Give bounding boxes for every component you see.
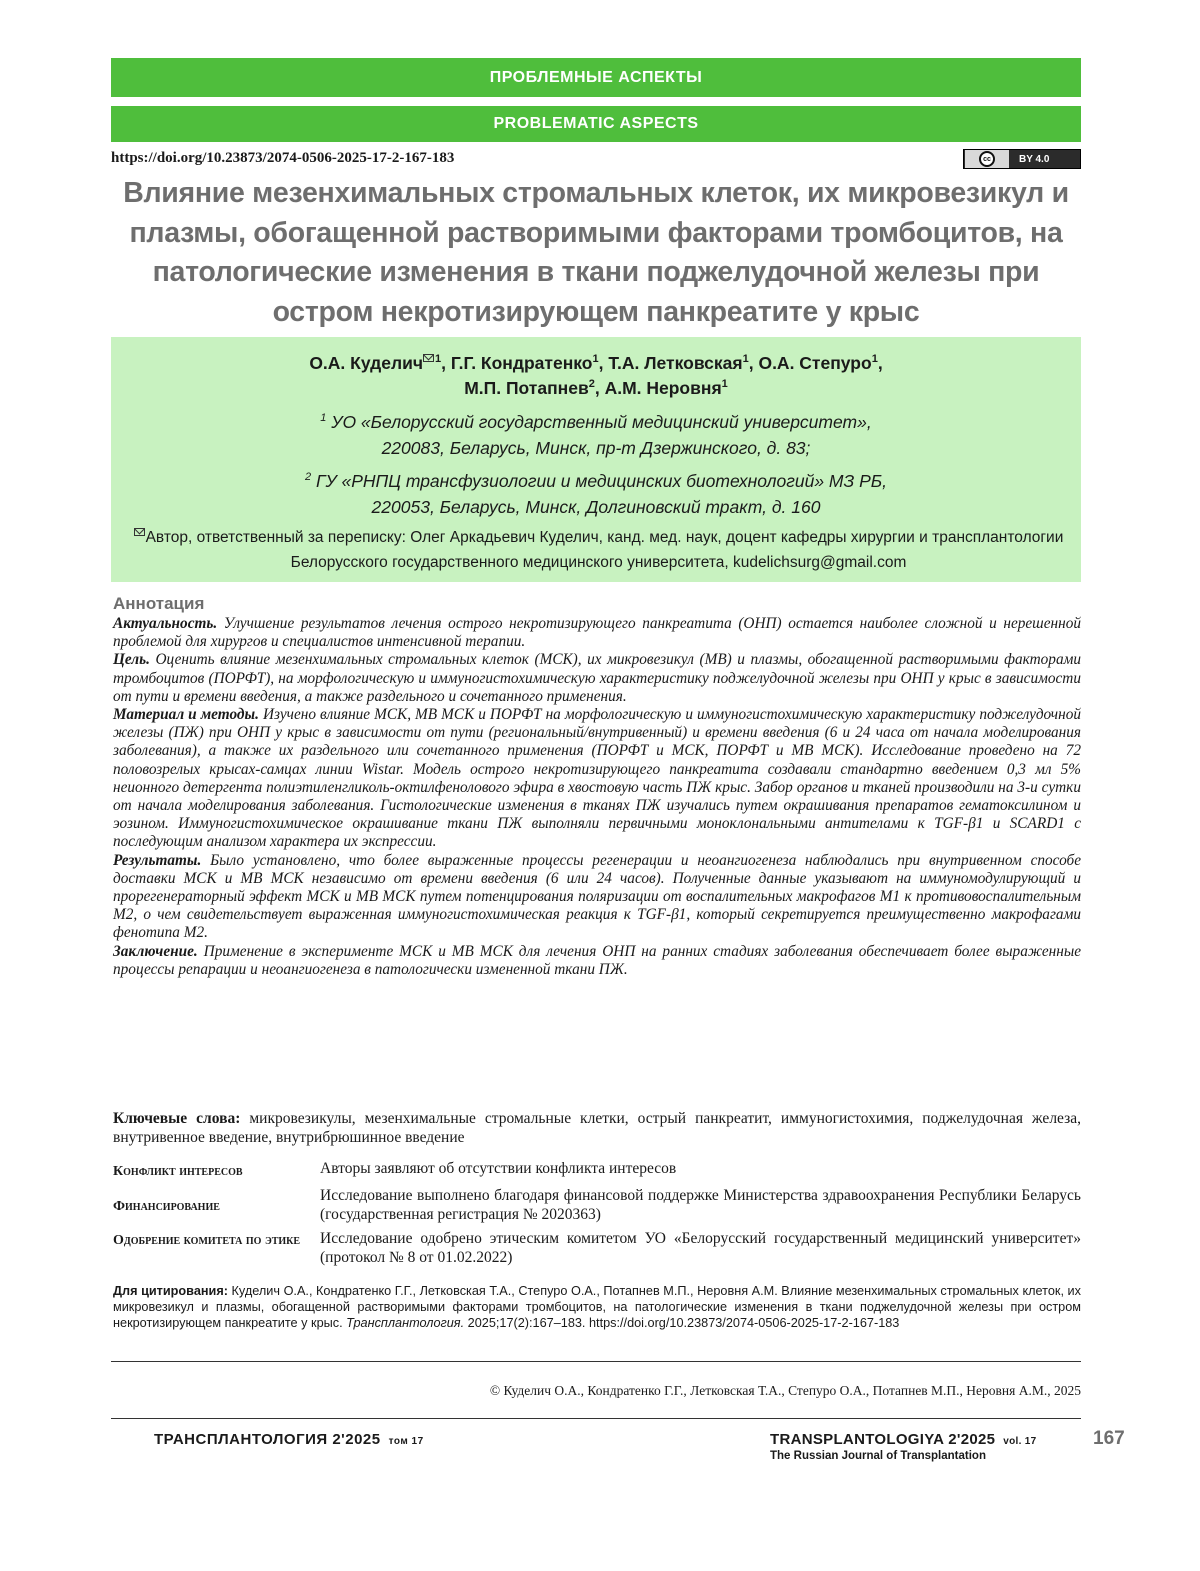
footer-volume: vol. 17 <box>1003 1436 1037 1447</box>
cc-logo <box>965 150 1009 168</box>
funding-label: Финансирование <box>113 1199 220 1214</box>
abstract-text: Применение в эксперименте МСК и МВ МСК для лечения ОНП на ранних стадиях заболевания обеспечивает более выраженные процессы репарации и неоангиогенеза в патологически измененной ткани ПЖ. <box>113 942 1081 978</box>
abstract-text: Изучено влияние МСК, МВ МСК и ПОРФТ на морфологическую и иммуногистохимическую характеристику поджелудочной железы (ПЖ) при ОНП у крыс в зависимости от пути (региональный/внутривенный) и времени введения (6 и 24 часа от начала моделирования заболевания), а также их раздельного или сочетанного применения (ПОРФТ и МСК, ПОРФТ и МВ МСК). Исследование проведено на 72 половозрелых крысах-самцах линии Wistar. Модель острого некротизирующего панкреатита создавали стандартно введением 0,3 мл 5% неионного детергента полиэтиленгликоль-октилфенолового эфира в хвостовую часть ПЖ крыс. Забор органов и тканей производили на 3-и сутки от начала моделирования заболевания. Гистологические изменения в тканях ПЖ изучались путем окрашивания препаратов гематоксилином и эозином. Иммуногистохимическое окрашивание ткани ПЖ выполняли первичными моноклональными антителами к TGF-β1 и SCARD1 с последующим анализом характера их экспрессии. <box>113 706 1081 851</box>
copyright: © Куделич О.А., Кондратенко Г.Г., Летковская Т.А., Степуро О.А., Потапнев М.П., Неровня А.М., 2025 <box>489 1383 1081 1398</box>
affiliation-line: УО «Белорусский государственный медицинский университет», <box>326 412 872 432</box>
footer-title: TRANSPLANTOLOGIYA 2'2025 <box>770 1431 996 1448</box>
abstract-aim <box>113 651 1081 706</box>
ethics-label: Одобрение комитета по этике <box>113 1233 301 1248</box>
abstract-text: Улучшение результатов лечения острого некротизирующего панкреатита (ОНП) остается наиболее сложной и нерешенной проблемой для хирургов и специалистов интенсивной терапии. <box>113 615 1081 651</box>
footer-journal-en <box>770 1431 1037 1448</box>
conflict-label: Конфликт интересов <box>113 1164 243 1179</box>
affiliation-mark: 1 <box>435 353 442 366</box>
footer-title: ТРАНСПЛАНТОЛОГИЯ 2'2025 <box>154 1431 381 1448</box>
abstract-methods <box>113 706 1081 852</box>
article-title: Влияние мезенхимальных стромальных клеток, их микровезикул и плазмы, обогащенной растворимыми факторами тромбоцитов, на патологические изменения в ткани поджелудочной железы при остром некротизирующем панкреатите у крыс <box>123 177 1069 328</box>
divider <box>111 1418 1081 1419</box>
affiliation-mark: 1 <box>592 353 599 366</box>
author-list <box>111 351 1081 401</box>
affiliation-number: 1 <box>320 412 327 425</box>
correspondence-text: Автор, ответственный за переписку: Олег Аркадьевич Куделич, канд. мед. наук, доцент кафедры хирургии и трансплантологии Белорусского государственного медицинского университета, kudelichsurg@gmail.com <box>145 529 1064 571</box>
affiliation-line: 220053, Беларусь, Минск, Долгиновский тракт, д. 160 <box>371 497 821 517</box>
section-label-en: PROBLEMATIC ASPECTS <box>493 115 699 132</box>
doi-row <box>111 149 1081 171</box>
conflict-text: Авторы заявляют об отсутствии конфликта интересов <box>320 1160 677 1177</box>
ethics-text: Исследование одобрено этическим комитетом УО «Белорусский государственный медицинский университет» (протокол № 8 от 01.02.2022) <box>320 1230 1081 1266</box>
doi-link[interactable]: https://doi.org/10.23873/2074-0506-2025-17-2-167-183 <box>111 150 455 166</box>
cc-icon: cc <box>979 151 995 167</box>
abstract-label: Материал и методы. <box>113 706 259 724</box>
section-band-ru <box>111 58 1081 97</box>
author-name: М.П. Потапнев <box>464 378 589 398</box>
author-name: , О.А. Степуро <box>748 353 872 373</box>
affiliation-mark: 1 <box>871 353 878 366</box>
abstract-background <box>113 615 1081 651</box>
abstract-text: Было установлено, что более выраженные процессы регенерации и неоангиогенеза наблюдались при внутривенном способе доставки МСК и МВ МСК независимо от времени введения (6 или 24 часов). Полученные данные указывают на иммуномодулирующий и прорегенераторный эффект МСК и МВ МСК путем потенцирования поляризации от воспалительных макрофагов М1 к противовоспалительным М2, о чем свидетельствует выраженная иммуногистохимическая реакция к TGF-β1, который секретируется преимущественно макрофагами фенотипа М2. <box>113 851 1081 942</box>
divider <box>111 1361 1081 1362</box>
abstract-label: Заключение. <box>113 942 198 960</box>
abstract-label: Актуальность. <box>113 615 218 632</box>
correspondence <box>121 525 1076 575</box>
affiliation-mark: 1 <box>721 378 728 391</box>
citation <box>113 1283 1081 1332</box>
affiliation-line: 220083, Беларусь, Минск, пр-т Дзержинского, д. 83; <box>381 438 811 458</box>
affiliation-2 <box>111 468 1081 520</box>
citation-journal: Трансплантология. <box>346 1316 465 1331</box>
abstract-results <box>113 852 1081 943</box>
authors-box <box>111 337 1081 582</box>
keywords <box>113 1109 1081 1147</box>
citation-tail: 2025;17(2):167–183. https://doi.org/10.23873/2074-0506-2025-17-2-167-183 <box>464 1316 900 1331</box>
author-separator: , <box>877 353 883 373</box>
affiliation-line: ГУ «РНПЦ трансфузиологии и медицинских биотехнологий» МЗ РБ, <box>311 471 888 491</box>
affiliation-mark: 1 <box>742 353 749 366</box>
abstract-text: Оценить влияние мезенхимальных стромальных клеток (МСК), их микровезикул (МВ) и плазмы, обогащенной растворимыми факторами тромбоцитов (ПОРФТ), на морфологическую и иммуногистохимическую характеристику поджелудочной железы при ОНП у крыс в зависимости от пути и времени введения, а также раздельного и сочетанного применения. <box>113 651 1081 705</box>
envelope-icon <box>423 354 434 362</box>
affiliation-1 <box>111 409 1081 461</box>
abstract <box>113 615 1081 979</box>
abstract-conclusion <box>113 943 1081 979</box>
author-name: О.А. Куделич <box>309 353 424 373</box>
keywords-text: микровезикулы, мезенхимальные стромальные клетки, острый панкреатит, иммуногистохимия, поджелудочная железа, внутривенное введение, внутрибрюшинное введение <box>113 1110 1081 1146</box>
cc-license-badge[interactable] <box>963 149 1081 169</box>
affiliation-number: 2 <box>304 471 312 484</box>
abstract-heading: Аннотация <box>113 594 205 613</box>
page-number: 167 <box>1093 1428 1125 1449</box>
author-name: , Т.А. Летковская <box>598 353 743 373</box>
author-name: , Г.Г. Кондратенко <box>441 353 593 373</box>
section-label-ru: ПРОБЛЕМНЫЕ АСПЕКТЫ <box>489 68 703 86</box>
author-name: , А.М. Неровня <box>594 378 722 398</box>
keywords-label: Ключевые слова: <box>113 1110 241 1127</box>
license-label: BY 4.0 <box>1019 153 1050 165</box>
envelope-icon <box>134 528 145 536</box>
footer-subtitle: The Russian Journal of Transplantation <box>770 1450 986 1462</box>
funding-text: Исследование выполнено благодаря финансовой поддержке Министерства здравоохранения Республики Беларусь (государственная регистрация № 2020363) <box>320 1187 1081 1223</box>
footer-volume: том 17 <box>388 1436 424 1447</box>
affiliation-mark: 2 <box>588 378 595 391</box>
citation-label: Для цитирования: <box>113 1284 228 1298</box>
citation-text: Куделич О.А., Кондратенко Г.Г., Летковская Т.А., Степуро О.А., Потапнев М.П., Неровня А.М. Влияние мезенхимальных стромальных клеток, их микровезикул и плазмы, обогащенной растворимыми факторами тромбоцитов, на патологические изменения в ткани поджелудочной железы при остром некротизирующем панкреатите у крыс. <box>113 1284 1081 1331</box>
abstract-label: Результаты. <box>113 851 202 869</box>
abstract-label: Цель. <box>113 651 150 669</box>
footer-journal-ru <box>154 1431 424 1448</box>
section-band-en <box>111 106 1081 142</box>
